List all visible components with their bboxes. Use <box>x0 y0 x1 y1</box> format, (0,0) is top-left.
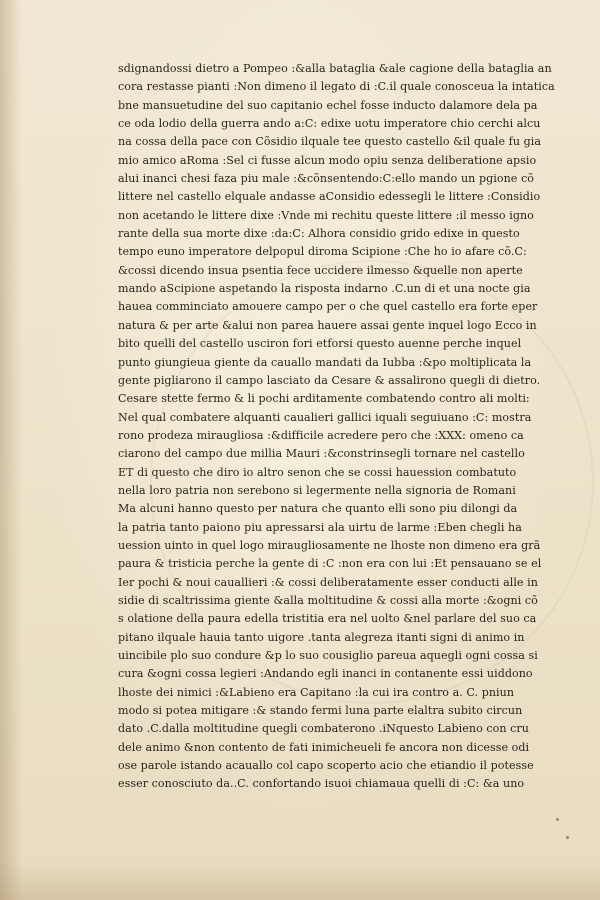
text-line: paura & tristicia perche la gente di :C :non era con lui :Et pensauano se el <box>118 557 542 571</box>
text-line: ose parole istando acauallo col capo scoperto acio che etiandio il potesse <box>118 759 534 773</box>
page-speck <box>566 836 569 839</box>
text-line: uincibile plo suo condure &p lo suo cousiglio pareua aquegli ogni cossa si <box>118 649 538 662</box>
text-line: mio amico aRoma :Sel ci fusse alcun modo opiu senza deliberatione apsio <box>118 153 537 167</box>
text-line: modo si potea mitigare :& stando fermi luna parte elaltra subito circun <box>118 704 523 718</box>
page-binding-shadow <box>0 0 22 900</box>
text-line: na cossa della pace con Cõsidio ilquale tee questo castello &il quale fu gia <box>118 135 542 149</box>
text-line: punto giungieua giente da cauallo mandati da Iubba :&po moltiplicata la <box>118 355 532 369</box>
text-line: nella loro patria non serebono si legermente nella signoria de Romani <box>118 483 516 497</box>
text-line: Ma alcuni hanno questo per natura che quanto elli sono piu dilongi da <box>118 502 518 516</box>
text-line: sdignandossi dietro a Pompeo :&alla bataglia &ale cagione della bataglia an <box>118 62 552 75</box>
text-line: hauea comminciato amouere campo per o che quel castello era forte eper <box>118 300 538 314</box>
text-line: ciarono del campo due millia Mauri :&constrinsegli tornare nel castello <box>118 447 525 461</box>
text-line: &cossi dicendo insua psentia fece uccidere ilmesso &quelle non aperte <box>118 263 523 277</box>
text-line: alui inanci chesi faza piu male :&cõnsentendo:C:ello mando un pgione cõ <box>118 172 534 186</box>
text-line: pitano ilquale hauia tanto uigore .tanta alegreza itanti signi di animo in <box>118 630 525 644</box>
text-line: gente pigliarono il campo lasciato da Cesare & assalirono quegli di dietro. <box>118 373 541 387</box>
text-line: cura &ogni cossa legieri :Andando egli inanci in contanente essi uiddono <box>118 667 533 681</box>
text-line: la patria tanto paiono piu apressarsi ala uirtu de larme :Eben chegli ha <box>118 520 522 534</box>
text-line: rono prodeza miraugliosa :&difficile acredere pero che :XXX: omeno ca <box>118 428 524 442</box>
manuscript-text-block <box>118 60 568 794</box>
text-line: sidie di scaltrissima giente &alla moltitudine & cossi alla morte :&ogni cõ <box>118 593 538 607</box>
text-line: ce oda lodio della guerra ando a:C: edixe uotu imperatore chio cerchi alcu <box>118 117 541 131</box>
text-line: Nel qual combatere alquanti caualieri gallici iquali seguiuano :C: mostra <box>118 410 532 424</box>
text-line: lhoste dei nimici :&Labieno era Capitano :la cui ira contro a. C. pniun <box>118 685 515 699</box>
text-line: Ier pochi & noui cauallieri :& cossi deliberatamente esser conducti alle in <box>118 575 538 589</box>
text-line: natura & per arte &alui non parea hauere assai gente inquel logo Ecco in <box>118 318 537 332</box>
text-line: littere nel castello elquale andasse aConsidio edessegli le littere :Considio <box>118 190 541 204</box>
text-line: mando aScipione aspetando la risposta indarno .C.un di et una nocte gia <box>118 282 531 296</box>
text-line: bito quelli del castello usciron fori etforsi questo auenne perche inquel <box>118 337 522 351</box>
text-line: s olatione della paura edella tristitia era nel uolto &nel parlare del suo ca <box>118 612 537 626</box>
text-line: cora restasse pianti :Non dimeno il legato di :C.il quale conosceua la intatica <box>118 80 555 94</box>
text-line: bne mansuetudine del suo capitanio echel fosse inducto dalamore dela pa <box>118 98 538 112</box>
text-line: non acetando le littere dixe :Vnde mi rechitu queste littere :il messo igno <box>118 208 534 222</box>
text-line: rante della sua morte dixe :da:C: Alhora considio grido edixe in questo <box>118 227 520 241</box>
text-line: ET di questo che diro io altro senon che se cossi hauession combatuto <box>118 465 517 479</box>
text-line: esser conosciuto da..C. confortando isuoi chiamaua quelli di :C: &a uno <box>118 777 525 791</box>
text-line: tempo euno imperatore delpopul diroma Scipione :Che ho io afare cõ.C: <box>118 245 527 259</box>
text-line: Cesare stette fermo & li pochi arditamente combatendo contro ali molti: <box>118 392 530 406</box>
page-bottom-shadow <box>0 860 600 900</box>
text-line: dato .C.dalla moltitudine quegli combaterono .iNquesto Labieno con cru <box>118 722 529 736</box>
text-line: uession uinto in quel logo miraugliosamente ne lhoste non dimeno era grã <box>118 538 541 552</box>
text-line: dele animo &non contento de fati inimicheueli fe ancora non dicesse odi <box>118 740 530 754</box>
page-speck <box>556 818 559 821</box>
